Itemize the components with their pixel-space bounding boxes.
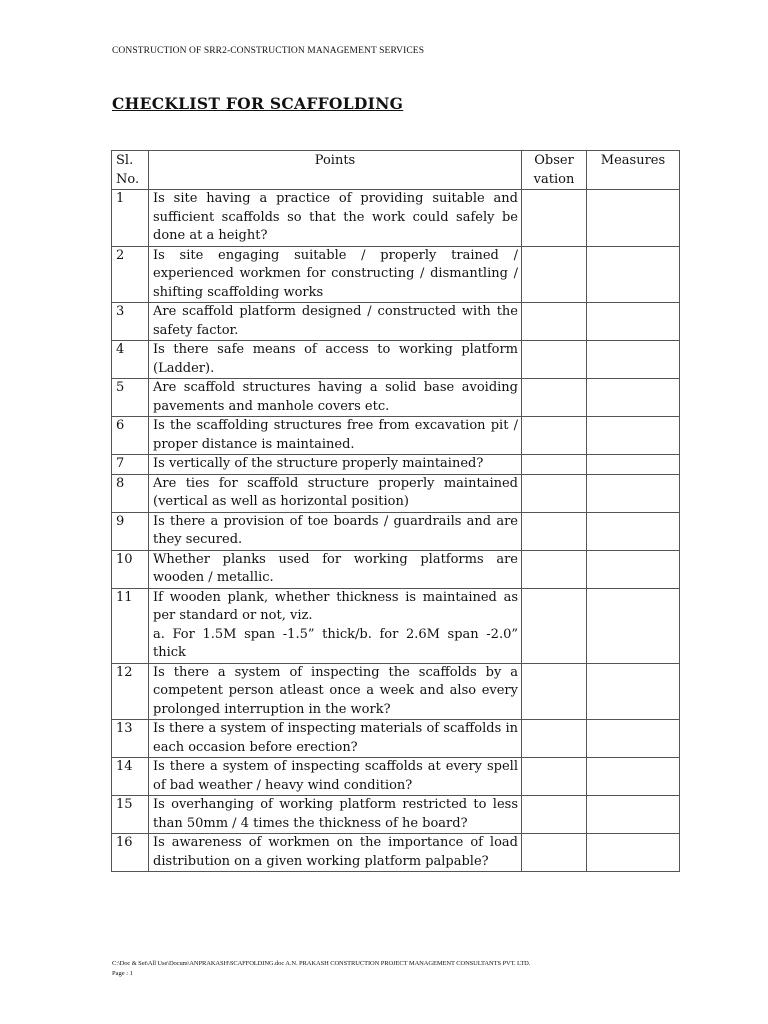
footer-page-number: Page : 1 xyxy=(112,970,133,977)
row-check-point xyxy=(149,758,522,796)
row-observation-cell xyxy=(522,417,587,455)
footer-file-path: C:\Doc & Set\All Use\Docum\ANPRAKASH\SCAFFOLDING.doc A.N. PRAKASH CONSTRUCTION PROJECT MANAGEMENT CONSULTANTS PVT. LTD. xyxy=(112,960,531,967)
row-check-point xyxy=(149,796,522,834)
row-check-point xyxy=(149,190,522,247)
row-measures-cell xyxy=(587,588,680,663)
table-row xyxy=(112,246,680,303)
table-row xyxy=(112,341,680,379)
row-check-point xyxy=(149,512,522,550)
check-point-text: Is there a provision of toe boards / guardrails and are they secured. xyxy=(153,513,518,547)
row-measures-cell xyxy=(587,417,680,455)
row-observation-cell xyxy=(522,455,587,475)
check-point-text: Is site engaging suitable / properly trained / experienced workmen for constructing / dismantling / shifting scaffolding works xyxy=(153,247,518,300)
row-observation-cell xyxy=(522,550,587,588)
row-check-point xyxy=(149,663,522,720)
check-point-text: Is there safe means of access to working platform (Ladder). xyxy=(153,342,518,376)
column-header-obs-line1: Obser xyxy=(534,153,574,168)
column-header-sl-no xyxy=(112,151,149,190)
row-check-point xyxy=(149,550,522,588)
row-serial-number: 3 xyxy=(112,303,149,341)
table-row xyxy=(112,512,680,550)
row-observation-cell xyxy=(522,246,587,303)
row-check-point xyxy=(149,341,522,379)
row-observation-cell xyxy=(522,663,587,720)
check-point-text: Is the scaffolding structures free from excavation pit / proper distance is maintained. xyxy=(153,418,518,452)
row-check-point xyxy=(149,455,522,475)
row-serial-number: 4 xyxy=(112,341,149,379)
row-observation-cell xyxy=(522,303,587,341)
check-point-text: Whether planks used for working platforms are wooden / metallic. xyxy=(153,551,518,585)
check-point-text: Are ties for scaffold structure properly maintained (vertical as well as horizontal position) xyxy=(153,475,518,509)
row-observation-cell xyxy=(522,588,587,663)
row-serial-number: 16 xyxy=(112,834,149,872)
row-serial-number: 15 xyxy=(112,796,149,834)
row-serial-number: 7 xyxy=(112,455,149,475)
table-header-row xyxy=(112,151,680,190)
row-observation-cell xyxy=(522,720,587,758)
row-serial-number: 10 xyxy=(112,550,149,588)
column-header-measures: Measures xyxy=(587,151,680,190)
column-header-sl-line2: No. xyxy=(116,171,140,187)
table-row xyxy=(112,796,680,834)
row-check-point xyxy=(149,246,522,303)
row-measures-cell xyxy=(587,663,680,720)
table-row xyxy=(112,550,680,588)
row-check-point xyxy=(149,588,522,663)
row-serial-number: 8 xyxy=(112,474,149,512)
check-point-text: Are scaffold structures having a solid base avoiding pavements and manhole covers etc. xyxy=(153,380,518,414)
row-serial-number: 9 xyxy=(112,512,149,550)
table-row xyxy=(112,455,680,475)
check-point-text: Is site having a practice of providing suitable and sufficient scaffolds so that the work could safely be done at a height? xyxy=(153,191,518,243)
row-serial-number: 11 xyxy=(112,588,149,663)
scaffolding-checklist-table xyxy=(111,150,680,872)
row-measures-cell xyxy=(587,455,680,475)
row-check-point xyxy=(149,303,522,341)
row-observation-cell xyxy=(522,190,587,247)
row-check-point xyxy=(149,474,522,512)
row-observation-cell xyxy=(522,341,587,379)
column-header-obs-line2: vation xyxy=(533,171,575,187)
row-measures-cell xyxy=(587,341,680,379)
row-serial-number: 2 xyxy=(112,246,149,303)
check-point-text: Is there a system of inspecting materials of scaffolds in each occasion before erection? xyxy=(153,721,518,755)
check-point-subtext: a. For 1.5M span -1.5” thick/b. for 2.6M span -2.0” thick xyxy=(153,626,518,660)
row-measures-cell xyxy=(587,720,680,758)
column-header-points: Points xyxy=(149,151,522,190)
table-row xyxy=(112,720,680,758)
row-measures-cell xyxy=(587,379,680,417)
row-measures-cell xyxy=(587,796,680,834)
row-serial-number: 13 xyxy=(112,720,149,758)
table-row xyxy=(112,303,680,341)
row-check-point xyxy=(149,379,522,417)
table-row xyxy=(112,588,680,663)
check-point-text: If wooden plank, whether thickness is maintained as per standard or not, viz. xyxy=(153,589,518,623)
check-point-text: Is awareness of workmen on the importance of load distribution on a given working platform palpable? xyxy=(153,835,518,869)
column-header-observation xyxy=(522,151,587,190)
row-observation-cell xyxy=(522,834,587,872)
row-check-point xyxy=(149,417,522,455)
row-check-point xyxy=(149,720,522,758)
table-row xyxy=(112,834,680,872)
table-row xyxy=(112,379,680,417)
row-observation-cell xyxy=(522,796,587,834)
table-row xyxy=(112,474,680,512)
row-measures-cell xyxy=(587,550,680,588)
table-row xyxy=(112,663,680,720)
column-header-sl-line1: Sl. xyxy=(116,153,134,168)
row-serial-number: 12 xyxy=(112,663,149,720)
row-serial-number: 6 xyxy=(112,417,149,455)
check-point-text: Are scaffold platform designed / constructed with the safety factor. xyxy=(153,304,518,338)
row-measures-cell xyxy=(587,190,680,247)
check-point-text: Is overhanging of working platform restricted to less than 50mm / 4 times the thickness of he board? xyxy=(153,797,518,831)
table-body xyxy=(112,190,680,872)
row-measures-cell xyxy=(587,474,680,512)
row-observation-cell xyxy=(522,379,587,417)
check-point-text: Is there a system of inspecting the scaffolds by a competent person atleast once a week and also every prolonged interruption in the work? xyxy=(153,664,518,717)
row-measures-cell xyxy=(587,512,680,550)
table-row xyxy=(112,190,680,247)
row-observation-cell xyxy=(522,758,587,796)
row-measures-cell xyxy=(587,303,680,341)
running-header: CONSTRUCTION OF SRR2-CONSTRUCTION MANAGEMENT SERVICES xyxy=(112,46,425,56)
table-row xyxy=(112,417,680,455)
row-serial-number: 14 xyxy=(112,758,149,796)
check-point-text: Is there a system of inspecting scaffolds at every spell of bad weather / heavy wind condition? xyxy=(153,759,518,793)
row-serial-number: 5 xyxy=(112,379,149,417)
row-check-point xyxy=(149,834,522,872)
row-observation-cell xyxy=(522,474,587,512)
row-measures-cell xyxy=(587,758,680,796)
document-title: CHECKLIST FOR SCAFFOLDING xyxy=(112,94,404,113)
row-measures-cell xyxy=(587,246,680,303)
row-serial-number: 1 xyxy=(112,190,149,247)
check-point-text: Is vertically of the structure properly maintained? xyxy=(153,456,484,471)
table-row xyxy=(112,758,680,796)
row-observation-cell xyxy=(522,512,587,550)
row-measures-cell xyxy=(587,834,680,872)
